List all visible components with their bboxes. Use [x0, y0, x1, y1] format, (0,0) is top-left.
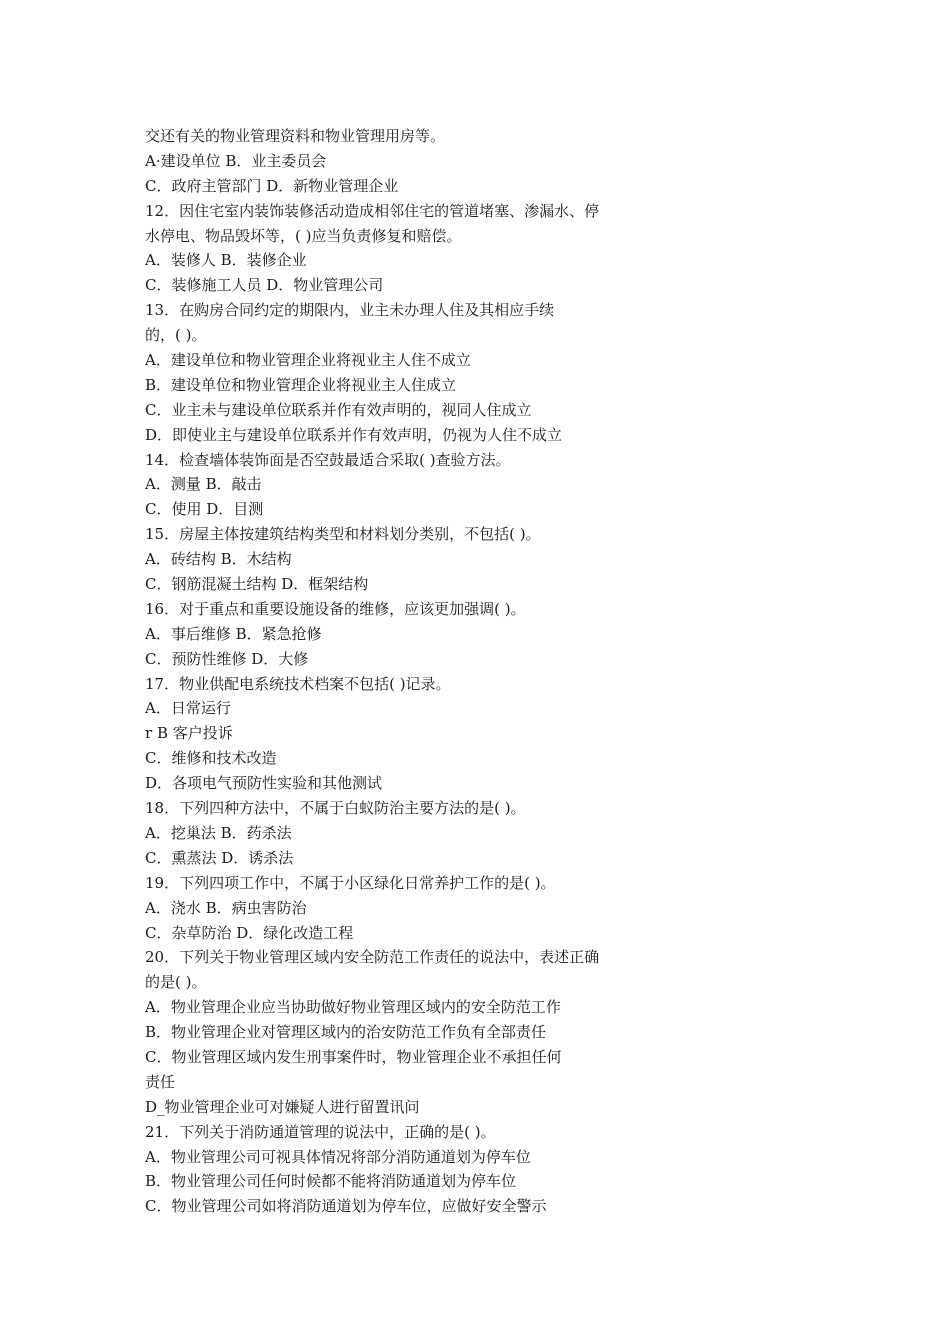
text-line: 的，( )。: [145, 326, 207, 345]
text-line: 水停电、物品毁坏等，( )应当负责修复和赔偿。: [145, 226, 462, 245]
option-line: A．测量 B．敲击: [145, 475, 262, 494]
text-line: 责任: [145, 1072, 176, 1091]
option-line: C．政府主管部门 D．新物业管理企业: [145, 176, 399, 195]
option-line: A．挖巢法 B．药杀法: [145, 823, 292, 842]
option-line: D．各项电气预防性实验和其他测试: [145, 774, 383, 793]
question-21: 21．下列关于消防通道管理的说法中，正确的是( )。: [145, 1122, 496, 1141]
option-line: D．即使业主与建设单位联系并作有效声明，仍视为人住不成立: [145, 425, 563, 444]
option-line: B．物业管理企业对管理区域内的治安防范工作负有全部责任: [145, 1023, 547, 1042]
option-line: C．物业管理区域内发生刑事案件时，物业管理企业不承担任何: [145, 1047, 562, 1066]
question-14: 14．检查墙体装饰面是否空鼓最适合采取( )查验方法。: [145, 450, 511, 469]
option-line: C．熏蒸法 D．诱杀法: [145, 848, 294, 867]
option-line: C．预防性维修 D．大修: [145, 649, 309, 668]
option-line: C．物业管理公司如将消防通道划为停车位，应做好安全警示: [145, 1197, 547, 1216]
option-line: A．物业管理公司可视具体情况将部分消防通道划为停车位: [145, 1147, 531, 1166]
option-line: A．物业管理企业应当协助做好物业管理区域内的安全防范工作: [145, 998, 561, 1017]
option-line: C．杂草防治 D．绿化改造工程: [145, 923, 354, 942]
question-19: 19．下列四项工作中，不属于小区绿化日常养护工作的是( )。: [145, 873, 556, 892]
option-line: A．装修人 B．装修企业: [145, 251, 307, 270]
option-line: A．建设单位和物业管理企业将视业主人住不成立: [145, 351, 471, 370]
option-line: D_物业管理企业可对嫌疑人进行留置讯问: [145, 1097, 420, 1116]
option-line: C．钢筋混凝土结构 D．框架结构: [145, 575, 369, 594]
text-line: 的是( )。: [145, 973, 207, 992]
option-line: C．使用 D．目测: [145, 500, 264, 519]
option-line: B．物业管理公司任何时候都不能将消防通道划为停车位: [145, 1172, 517, 1191]
option-line: A．砖结构 B．木结构: [145, 550, 292, 569]
question-15: 15．房屋主体按建筑结构类型和材料划分类别，不包括( )。: [145, 525, 541, 544]
option-line: B．建设单位和物业管理企业将视业主人住成立: [145, 375, 457, 394]
option-line: C．装修施工人员 D．物业管理公司: [145, 276, 384, 295]
question-18: 18．下列四种方法中，不属于白蚁防治主要方法的是( )。: [145, 799, 526, 818]
question-12: 12．因住宅室内装饰装修活动造成相邻住宅的管道堵塞、渗漏水、停: [145, 201, 600, 220]
text-line: 交还有关的物业管理资料和物业管理用房等。: [145, 127, 446, 145]
document-text: [145, 124, 665, 1219]
option-line: C．业主未与建设单位联系并作有效声明的，视同人住成立: [145, 400, 532, 419]
question-16: 16．对于重点和重要设施设备的维修，应该更加强调( )。: [145, 599, 526, 618]
option-line: A．浇水 B．病虫害防治: [145, 898, 307, 917]
option-line: C．维修和技术改造: [145, 749, 277, 768]
question-13: 13．在购房合同约定的期限内，业主未办理人住及其相应手续: [145, 301, 555, 320]
option-line: A·建设单位 B．业主委员会: [145, 151, 327, 170]
option-line: r B 客户投诉: [145, 724, 233, 743]
question-17: 17．物业供配电系统技术档案不包括( )记录。: [145, 674, 451, 693]
option-line: A．日常运行: [145, 699, 231, 718]
option-line: A．事后维修 B．紧急抢修: [145, 624, 322, 643]
question-20: 20．下列关于物业管理区域内安全防范工作责任的说法中，表述正确: [145, 948, 600, 967]
